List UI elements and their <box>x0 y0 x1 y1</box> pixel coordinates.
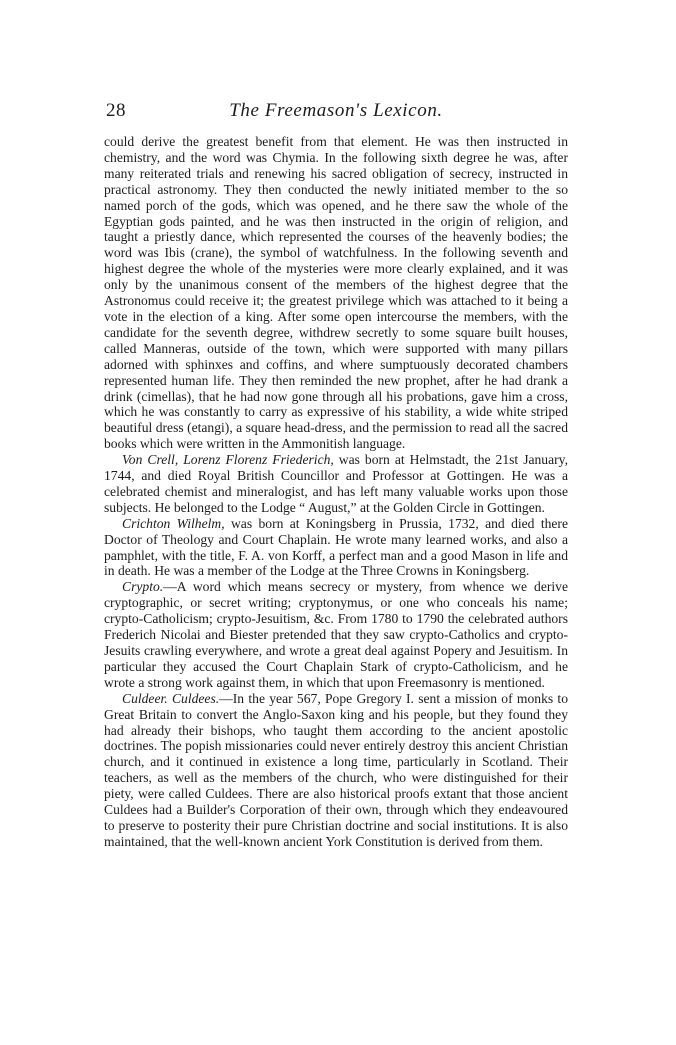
entry-headword: Crichton Wilhelm, <box>122 515 225 531</box>
entry-text: —A word which means secrecy or mystery, from whence we derive cryptographic, or secret writing; cryptonymus, or one who conceals his name; crypto-Catholicism; crypto-Jesuitism, &c. From 1780 to 1790 the celebrated authors Frederich Nicolai and Biester pretended that they saw crypto-Catholics and crypto-Jesuits crawling everywhere, and wrote a great deal against Popery and Jesuitism. In particular they accused the Court Chaplain Stark of crypto-Catholicism, and he wrote a strong work against them, in which that upon Freemasonry is mentioned. <box>104 579 568 690</box>
paragraph-continuation <box>104 134 568 452</box>
entry-von-crell <box>104 452 568 516</box>
entry-headword: Von Crell, Lorenz Florenz Friederich, <box>122 452 334 468</box>
entry-text: was born at Koningsberg in Prussia, 1732, and died there Doctor of Theology and Court Chaplain. He wrote many learned works, and also a pamphlet, with the title, F. A. von Korff, a perfect man and a good Mason in life and in death. He was a member of the Lodge at the Three Crowns in Koningsberg. <box>104 515 568 579</box>
entry-crichton <box>104 516 568 580</box>
paragraph-text: could derive the greatest benefit from that element. He was then instructed in chemistry, and the word was Chymia. In the following sixth degree he was, after many reiterated trials and renewing his sacred obligation of secrecy, instructed in practical astronomy. They then conducted the newly initiated member to the so named porch of the gods, which was opened, and he there saw the whole of the Egyptian gods painted, and he was then instructed in the origin of religion, and taught a priestly dance, which represented the courses of the heavenly bodies; the word was Ibis (crane), the symbol of watchfulness. In the following seventh and highest degree the whole of the mysteries were more clearly explained, and it was only by the unanimous consent of the members of the highest degree that the Astronomus could receive it; the greatest privilege which was attached to it being a vote in the election of a king. After some open intercourse the members, with the candidate for the seventh degree, withdrew secretly to some square built houses, called Manneras, outside of the town, which were supported with many pillars adorned with sphinxes and coffins, and where sumptuously decorated chambers represented human life. They then reminded the new prophet, after he had drank a drink (cimellas), that he had now gone through all his probations, gave him a cross, which he was constantly to carry as expressive of his stability, a wide white striped beautiful dress (etangi), a square head-dress, and the permission to read all the sacred books which were written in the Ammonitish language. <box>104 134 568 452</box>
entry-crypto <box>104 579 568 690</box>
page-number: 28 <box>106 100 126 121</box>
entry-headword: Crypto. <box>122 579 164 595</box>
running-head <box>104 100 568 128</box>
entry-text: —In the year 567, Pope Gregory I. sent a mission of monks to Great Britain to convert the Anglo-Saxon king and his people, but they found they had already their bishops, who taught them according to the ancient apostolic doctrines. The popish missionaries could never entirely destroy this ancient Christian church, and it continued in existence a long time, particularly in Scotland. Their teachers, as well as the members of the church, who were distinguished for their piety, were called Culdees. There are also historical proofs extant that those ancient Culdees had a Builder's Corporation of their own, through which they endeavoured to preserve to posterity their pure Christian doctrine and social institutions. It is also maintained, that the well-known ancient York Constitution is derived from them. <box>104 690 569 849</box>
entry-text: was born at Helmstadt, the 21st January, 1744, and died Royal British Councillor and Professor at Gottingen. He was a celebrated chemist and mineralogist, and has left many valuable works upon those subjects. He belonged to the Lodge “ August,” at the Golden Circle in Gottingen. <box>104 452 568 515</box>
entry-headword: Culdeer. Culdees. <box>122 690 220 706</box>
book-page <box>104 100 568 850</box>
body-text <box>104 134 568 850</box>
running-title: The Freemason's Lexicon. <box>229 100 443 121</box>
entry-culdees <box>104 691 568 850</box>
